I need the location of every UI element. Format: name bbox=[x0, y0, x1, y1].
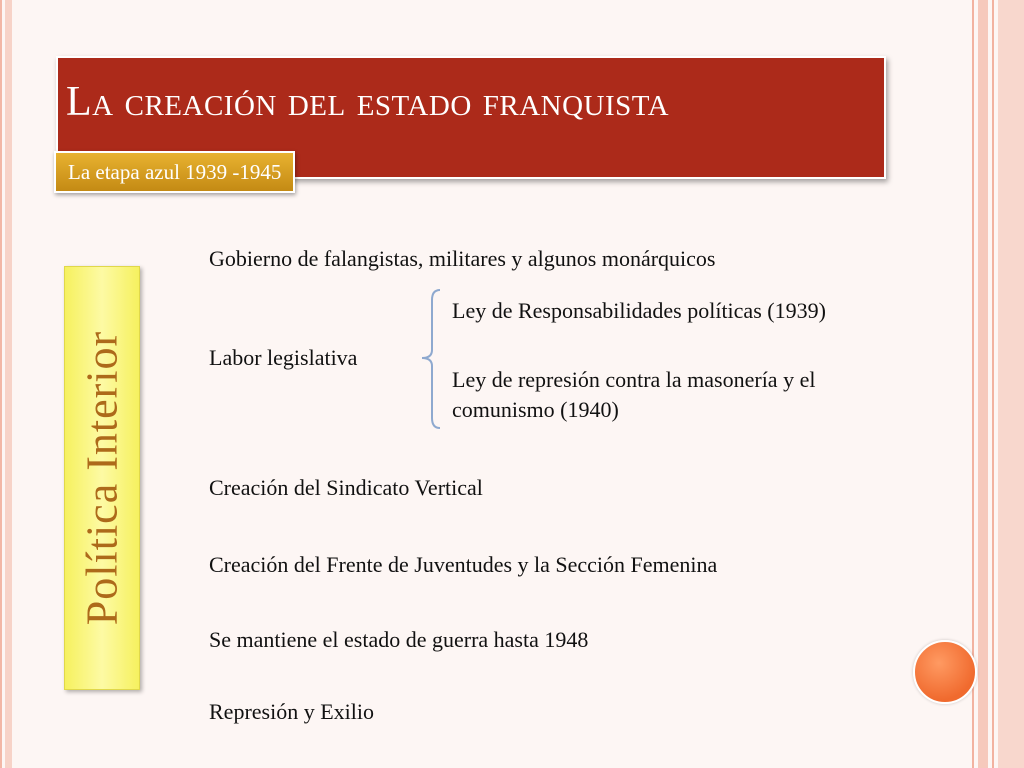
item-represion-exilio: Represión y Exilio bbox=[209, 699, 374, 724]
right-decorative-border bbox=[972, 0, 1024, 768]
decorative-circle bbox=[913, 640, 977, 704]
item-ley-responsabilidades: Ley de Responsabilidades políticas (1939) bbox=[452, 298, 826, 323]
item-gobierno: Gobierno de falangistas, militares y algunos monárquicos bbox=[209, 246, 716, 271]
item-ley-represion-line1: Ley de represión contra la masonería y el bbox=[452, 367, 816, 392]
item-ley-represion-line2: comunismo (1940) bbox=[452, 397, 619, 422]
item-labor-legislativa: Labor legislativa bbox=[209, 345, 358, 370]
side-label: Política Interior bbox=[77, 330, 127, 626]
slide-subtitle: La etapa azul 1939 -1945 bbox=[54, 151, 295, 193]
item-sindicato: Creación del Sindicato Vertical bbox=[209, 475, 483, 500]
side-label-box bbox=[64, 266, 140, 690]
slide-title: La creación del estado franquista bbox=[66, 79, 670, 125]
bracket-connector bbox=[418, 286, 448, 432]
item-estado-guerra: Se mantiene el estado de guerra hasta 1948 bbox=[209, 627, 589, 652]
item-frente-juventudes: Creación del Frente de Juventudes y la Sección Femenina bbox=[209, 552, 718, 577]
left-decorative-border bbox=[0, 0, 14, 768]
